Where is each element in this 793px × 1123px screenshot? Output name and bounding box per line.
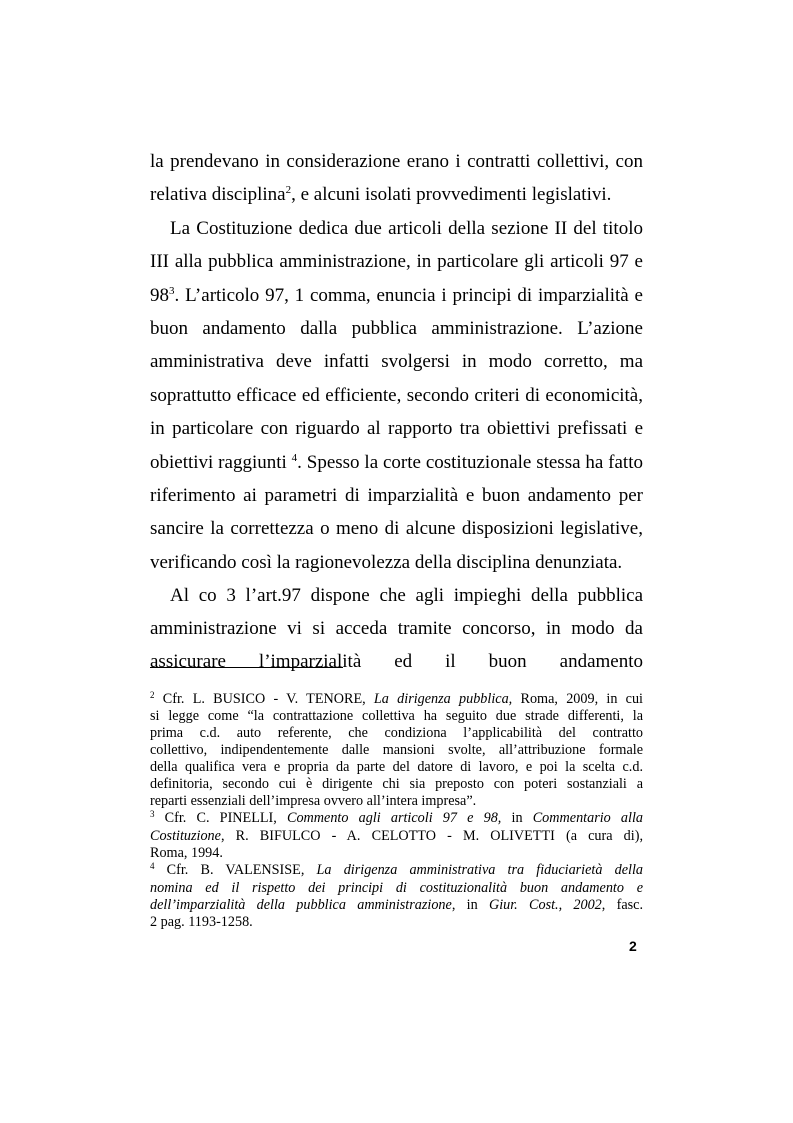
- body-line-15: amministrazione vi si acceda tramite concorso, in modo da: [150, 618, 643, 639]
- footnote-4-line-4: 2 pag. 1193-1258.: [150, 914, 253, 930]
- body-line-11: riferimento ai parametri di imparzialità e buon andamento per: [150, 485, 643, 506]
- footnote-4-line-1: $^4$ Cfr. B. VALENSISE, La dirigenza amministrativa tra fiduciarietà della: [150, 861, 643, 878]
- body-line-7: amministrativa deve infatti svolgersi in modo corretto, ma: [150, 351, 643, 372]
- footnote-ref-4[interactable]: 4: [291, 452, 298, 464]
- footnote-2-line-4: collettivo, indipendentemente dalle mansioni svolte, all’attribuzione formale: [150, 742, 643, 758]
- footnote-4-line-3: dell’imparzialità della pubblica amministrazione, in Giur. Cost., 2002, fasc.: [150, 897, 643, 913]
- footnote-2-line-5: della qualifica vera e propria da parte del datore di lavoro, e poi la scelta c.d.: [150, 759, 643, 775]
- body-line-14: Al co 3 l’art.97 dispone che agli impieghi della pubblica: [170, 585, 643, 606]
- body-line-4: III alla pubblica amministrazione, in particolare gli articoli 97 e: [150, 251, 643, 272]
- body-line-6: buon andamento dalla pubblica amministrazione. L’azione: [150, 318, 643, 339]
- body-line-8: soprattutto efficace ed efficiente, secondo criteri di economicità,: [150, 385, 643, 406]
- footnote-3-line-2: Costituzione, R. BIFULCO - A. CELOTTO - M. OLIVETTI (a cura di),: [150, 828, 643, 844]
- footnote-3-line-1: $^3$ Cfr. C. PINELLI, Commento agli articoli 97 e 98, in Commentario alla: [150, 809, 643, 826]
- footnote-separator: [150, 667, 343, 668]
- footnote-2-line-6: definitoria, secondo cui è dirigente chi sia preposto con poteri sostanziali a: [150, 776, 643, 792]
- body-line-1: la prendevano in considerazione erano i contratti collettivi, con: [150, 151, 643, 172]
- body-line-16: assicurare l’imparzialità ed il buon andamento: [150, 651, 643, 672]
- body-line-10: obiettivi raggiunti $^4$. Spesso la corte costituzionale stessa ha fatto: [150, 452, 643, 473]
- footnote-2-line-2: si legge come “la contrattazione collettiva ha seguito due strade differenti, la: [150, 708, 643, 724]
- body-line-9: in particolare con riguardo al rapporto tra obiettivi prefissati e: [150, 418, 643, 439]
- footnote-2-line-3: prima c.d. auto referente, che condiziona l’applicabilità del contratto: [150, 725, 643, 741]
- body-line-13: verificando così la ragionevolezza della disciplina denunziata.: [150, 552, 623, 573]
- body-line-12: sancire la correttezza o meno di alcune disposizioni legislative,: [150, 518, 643, 539]
- body-line-5: $98^3$. L’articolo 97, 1 comma, enuncia i principi di imparzialità e: [150, 285, 643, 306]
- footnote-2-line-1: $^2$ Cfr. L. BUSICO - V. TENORE, La dirigenza pubblica, Roma, 2009, in cui: [150, 690, 643, 707]
- body-line-3: La Costituzione dedica due articoli della sezione II del titolo: [170, 218, 643, 239]
- footnote-ref-3[interactable]: 3: [169, 285, 175, 297]
- footnote-ref-2[interactable]: 2: [285, 184, 292, 196]
- footnote-2-line-7: reparti essenziali dell’impresa ovvero all’intera impresa”.: [150, 793, 477, 809]
- footnote-3-line-3: Roma, 1994.: [150, 845, 223, 861]
- footnote-4-line-2: nomina ed il rispetto dei principi di costituzionalità buon andamento e: [150, 880, 643, 896]
- page-number: 2: [629, 938, 637, 954]
- body-line-2: relativa disciplina$^2$, e alcuni isolati provvedimenti legislativi.: [150, 184, 612, 205]
